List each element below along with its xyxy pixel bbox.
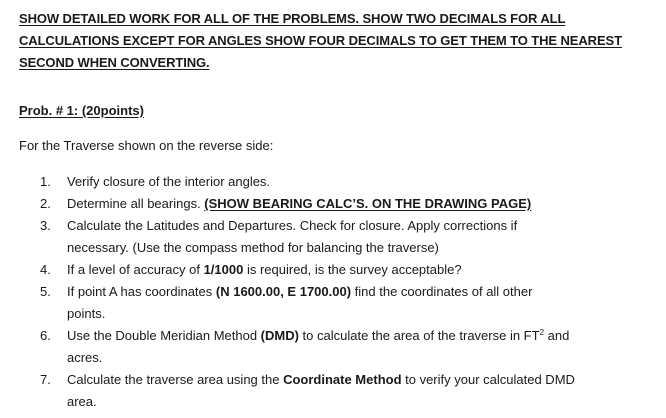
item-text-post: to calculate the area of the traverse in FT <box>298 328 540 343</box>
item-text: Verify closure of the interior angles. <box>67 174 271 189</box>
list-item <box>40 171 640 193</box>
item-number: 3. <box>40 218 51 233</box>
item-text-pre: Use the Double Meridian Method <box>67 328 261 343</box>
item-text-post2: and <box>544 328 570 343</box>
item-text: Determine all bearings. <box>67 196 205 211</box>
item-number: 7. <box>40 372 51 387</box>
item-text-pre: If point A has coordinates <box>67 284 216 299</box>
item-text-line-1: Calculate the Latitudes and Departures. Check for closure. Apply corrections if <box>67 218 518 233</box>
item-number: 1. <box>40 174 51 189</box>
item-emphasis: (SHOW BEARING CALC’S. ON THE DRAWING PAGE) <box>204 196 532 211</box>
item-text-line-2: area. <box>67 394 97 409</box>
item-text-line-2: points. <box>67 306 106 321</box>
list-item <box>40 281 640 325</box>
list-item <box>40 193 640 215</box>
item-text-line-2: necessary. (Use the compass method for balancing the traverse) <box>67 240 439 255</box>
coordinate-method-label: Coordinate Method <box>283 372 402 387</box>
instructions-header <box>19 8 639 74</box>
accuracy-ratio: 1/1000 <box>203 262 244 277</box>
item-text-pre: Calculate the traverse area using the <box>67 372 284 387</box>
superscript: 2 <box>539 328 545 337</box>
dmd-label: (DMD) <box>260 328 299 343</box>
header-line-3: SECOND WHEN CONVERTING. <box>19 55 210 70</box>
item-text-post: to verify your calculated DMD <box>401 372 575 387</box>
header-line-1: SHOW DETAILED WORK FOR ALL OF THE PROBLEMS. SHOW TWO DECIMALS FOR ALL <box>19 11 566 26</box>
task-list <box>40 171 640 413</box>
item-number: 2. <box>40 196 51 211</box>
header-line-2: CALCULATIONS EXCEPT FOR ANGLES SHOW FOUR DECIMALS TO GET THEM TO THE NEAREST <box>19 33 622 48</box>
list-item <box>40 369 640 413</box>
item-text-post: is required, is the survey acceptable? <box>243 262 462 277</box>
list-item <box>40 259 640 281</box>
problem-intro: For the Traverse shown on the reverse side: <box>19 138 274 153</box>
item-text-pre: If a level of accuracy of <box>67 262 204 277</box>
item-number: 4. <box>40 262 51 277</box>
item-text-line-2: acres. <box>67 350 103 365</box>
list-item <box>40 325 640 369</box>
point-a-coordinates: (N 1600.00, E 1700.00) <box>215 284 352 299</box>
item-text-post: find the coordinates of all other <box>351 284 533 299</box>
item-number: 5. <box>40 284 51 299</box>
list-item <box>40 215 640 259</box>
item-number: 6. <box>40 328 51 343</box>
problem-title: Prob. # 1: (20points) <box>19 103 144 118</box>
